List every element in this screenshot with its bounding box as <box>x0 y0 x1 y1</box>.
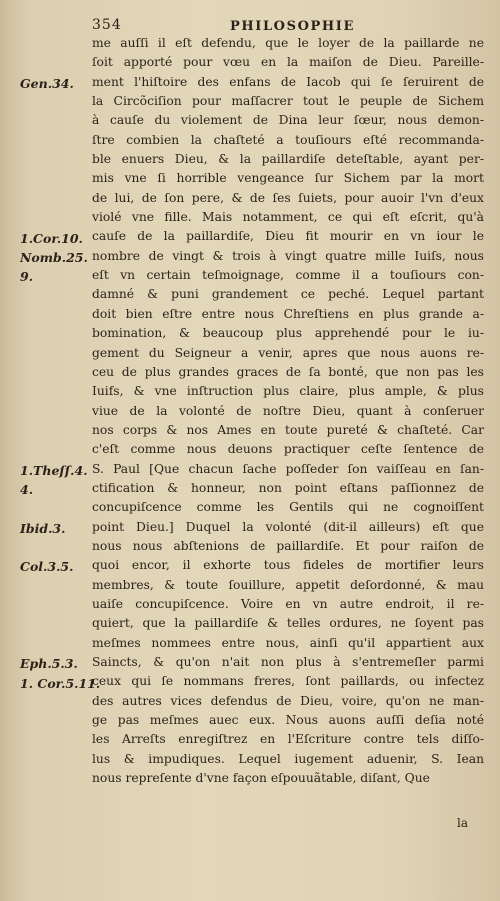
margin-note: 4. <box>20 482 34 498</box>
margin-note: 1.Theſſ.4. <box>20 462 88 478</box>
text-line: nos corps & nos Ames en toute pureté & chaſteté. Car <box>92 422 484 437</box>
text-line: violé vne fille. Mais notamment, ce qui eſt eſcrit, qu'à <box>92 210 484 225</box>
text-line: eſt vn certain teſmoignage, comme il a touſiours con- <box>92 268 484 283</box>
text-line: ſtre combien la chaſteté a touſiours eſté recommanda- <box>92 132 484 147</box>
text-line: ble enuers Dieu, & la paillardiſe deteſtable, ayant per- <box>92 152 484 167</box>
margin-note: Gen.34. <box>20 75 74 91</box>
catchword: la <box>457 816 468 830</box>
text-line: S. Paul [Que chacun ſache poſſeder ſon vaiſſeau en ſan- <box>92 461 484 476</box>
text-line: lus & impudiques. Lequel iugement aduenir, S. Iean <box>92 751 484 766</box>
text-line: la Circõciſion pour maſſacrer tout le peuple de Sichem <box>92 94 484 109</box>
text-line: nombre de vingt & trois à vingt quatre mille Iuiſs, nous <box>92 248 484 263</box>
text-line: ctification & honneur, non point eſtans paſſionnez de <box>92 480 484 495</box>
text-line: damné & puni grandement ce peché. Lequel partant <box>92 287 484 302</box>
text-line: ſoit apporté pour vœu en la maiſon de Dieu. Pareille- <box>92 55 484 70</box>
margin-note: Col.3.5. <box>20 559 74 575</box>
margin-note: Ibid.3. <box>20 520 66 536</box>
text-line: ceux qui ſe nommans freres, ſont paillards, ou infectez <box>92 674 484 689</box>
text-line: membres, & toute ſouillure, appetit deſordonné, & mau <box>92 577 484 592</box>
text-line: ceu de plus grandes graces de ſa bonté, que non pas les <box>92 364 484 379</box>
text-line: cauſe de la paillardiſe, Dieu fit mourir en vn iour le <box>92 229 484 244</box>
margin-note: 1.Cor.10. <box>20 230 83 246</box>
text-line: point Dieu.] Duquel la volonté (dit-il ailleurs) eſt que <box>92 519 484 534</box>
text-line: meſmes nommees entre nous, ainſi qu'il appartient aux <box>92 635 484 650</box>
text-line: ge pas meſmes auec eux. Nous auons auſſi deſia noté <box>92 713 484 728</box>
text-line: concupiſcence comme les Gentils qui ne cognoiſſent <box>92 500 484 515</box>
text-line: bomination, & beaucoup plus apprehendé pour le iu- <box>92 326 484 341</box>
page-number: 354 <box>92 17 122 33</box>
text-line: nous repreſente d'vne façon eſpouuãtable, diſant, Que <box>92 771 430 786</box>
text-line: ment l'hiſtoire des enfans de Iacob qui ſe ſeruirent de <box>92 74 484 89</box>
text-line: viue de la volonté de noſtre Dieu, quant à conſeruer <box>92 403 484 418</box>
text-line: gement du Seigneur a venir, apres que nous auons re- <box>92 345 484 360</box>
text-line: à cauſe du violement de Dina leur ſœur, nous demon- <box>92 113 484 128</box>
body-text <box>92 34 484 788</box>
running-head: PHILOSOPHIE <box>230 19 355 34</box>
text-line: des autres vices defendus de Dieu, voire, qu'on ne man- <box>92 693 484 708</box>
text-line: quiert, que la paillardiſe & telles ordures, ne ſoyent pas <box>92 616 484 631</box>
margin-note: 9. <box>20 269 34 285</box>
text-line: me auſſi il eſt defendu, que le loyer de la paillarde ne <box>92 36 484 50</box>
text-line: quoi encor, il exhorte tous fideles de mortifier leurs <box>92 558 484 573</box>
text-line: doit bien eſtre entre nous Chreſtiens en plus grande a- <box>92 306 484 321</box>
text-line: les Arreſts enregiſtrez en l'Eſcriture contre tels diſſo- <box>92 732 484 747</box>
text-line: c'eſt comme nous deuons practiquer ceſte ſentence de <box>92 442 484 457</box>
margin-note: Nomb.25. <box>20 249 88 265</box>
text-line: Iuifs, & vne inſtruction plus claire, plus ample, & plus <box>92 384 484 399</box>
text-line: uaiſe concupiſcence. Voire en vn autre endroit, il re- <box>92 596 484 611</box>
margin-note: Eph.5.3. <box>20 656 78 672</box>
text-line: de lui, de ſon pere, & de ſes ſuiets, pour auoir l'vn d'eux <box>92 190 484 205</box>
text-line: nous nous abſtenions de paillardiſe. Et pour raiſon de <box>92 538 484 553</box>
text-line: mis vne ſi horrible vengeance ſur Sichem par la mort <box>92 171 484 186</box>
margin-note: 1. Cor.5.11. <box>20 675 101 691</box>
text-line: Saincts, & qu'on n'ait non plus à s'entremeſler parmi <box>92 655 484 669</box>
